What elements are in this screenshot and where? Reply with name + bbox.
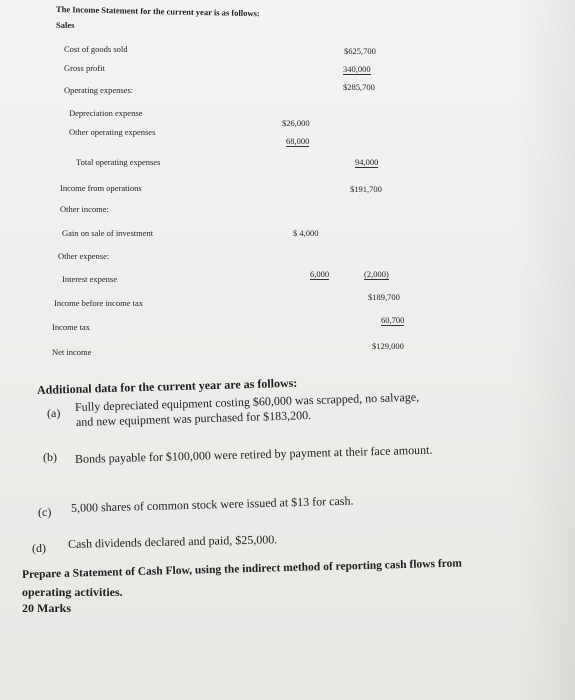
other-operating-amount: 68,000	[286, 136, 310, 146]
item-a-line1: Fully depreciated equipment costing $60,000 was scrapped, no salvage,	[74, 389, 420, 414]
sales-label: Sales	[56, 20, 75, 30]
income-tax-amount: 60,700	[381, 315, 405, 325]
gross-profit-amount: $285,700	[343, 82, 375, 92]
statement-heading: The Income Statement for the current year is as follows:	[55, 4, 260, 19]
operating-expenses-label: Operating expenses:	[64, 85, 134, 95]
task-marks: 20 Marks	[22, 601, 71, 615]
gain-label: Gain on sale of investment	[62, 228, 154, 238]
task-line1: Prepare a Statement of Cash Flow, using the indirect method of reporting cash flows from	[21, 557, 463, 581]
depreciation-label: Depreciation expense	[69, 108, 143, 118]
other-income-label: Other income:	[60, 204, 109, 214]
item-a-line2: and new equipment was purchased for $183,200.	[75, 408, 312, 429]
item-c-text: 5,000 shares of common stock were issued at $13 for cash.	[70, 493, 354, 515]
total-operating-amount: 94,000	[355, 157, 379, 167]
interest-label: Interest expense	[62, 274, 117, 284]
sales-amount: $625,700	[344, 46, 376, 56]
item-c-marker: (c)	[38, 505, 52, 519]
depreciation-amount: $26,000	[282, 118, 310, 128]
item-d-text: Cash dividends declared and paid, $25,000.	[67, 532, 278, 551]
total-operating-label: Total operating expenses	[76, 157, 161, 167]
additional-heading: Additional data for the current year are as follows:	[36, 375, 298, 397]
interest-amount: 6,000	[310, 269, 330, 279]
task-line2: operating activities.	[22, 585, 123, 599]
page-shadow	[515, 0, 575, 700]
before-tax-label: Income before income tax	[54, 298, 143, 308]
gross-profit-label: Gross profit	[64, 63, 105, 73]
cogs-amount: 340,000	[343, 64, 371, 74]
item-a-marker: (a)	[47, 406, 61, 420]
net-income-amount: $129,000	[372, 341, 404, 351]
item-b-text: Bonds payable for $100,000 were retired by payment at their face amount.	[74, 442, 433, 466]
interest-net-amount: (2,000)	[364, 269, 389, 279]
net-income-label: Net income	[52, 347, 92, 357]
income-operations-amount: $191,700	[350, 184, 382, 194]
other-expense-label: Other expense:	[58, 251, 110, 261]
income-tax-label: Income tax	[52, 322, 90, 332]
income-operations-label: Income from operations	[60, 183, 142, 193]
item-b-marker: (b)	[43, 450, 57, 464]
other-operating-label: Other operating expenses	[69, 127, 156, 137]
gain-amount: $ 4,000	[293, 228, 319, 238]
before-tax-amount: $189,700	[368, 292, 400, 302]
cogs-label: Cost of goods sold	[64, 44, 128, 54]
item-d-marker: (d)	[32, 541, 46, 555]
